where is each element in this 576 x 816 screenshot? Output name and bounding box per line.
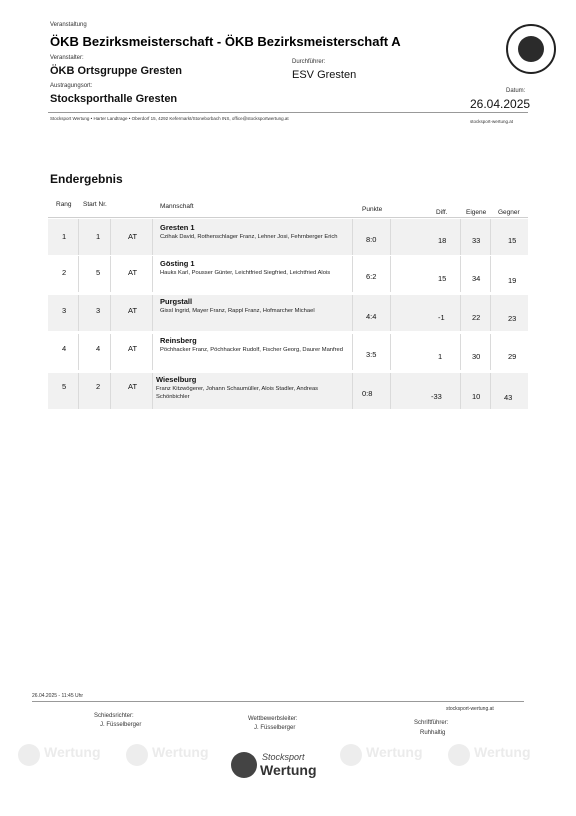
signature-recorder-name: Ruhhaltig bbox=[420, 730, 446, 736]
stocksport-logo bbox=[506, 24, 556, 74]
row-players: Gissl Ingrid, Mayer Franz, Rappl Franz, Hofmarcher Michael bbox=[160, 308, 315, 314]
row-team: Gresten 1 bbox=[160, 223, 195, 232]
row-opp: 19 bbox=[508, 276, 517, 285]
row-diff: 18 bbox=[438, 236, 447, 245]
footer-timestamp: 26.04.2025 - 11:45 Uhr bbox=[32, 693, 84, 699]
col-diff: Diff. bbox=[436, 209, 448, 216]
row-rank: 4 bbox=[62, 344, 67, 353]
table-header-divider bbox=[48, 217, 528, 218]
signature-leader-label: Wettbewerbsleiter: bbox=[248, 716, 298, 722]
row-own: 22 bbox=[472, 313, 481, 322]
row-opp: 15 bbox=[508, 236, 517, 245]
row-diff: -33 bbox=[431, 392, 442, 401]
referee-label: Durchführer: bbox=[292, 59, 326, 65]
curling-stone-icon bbox=[518, 36, 544, 62]
table-row bbox=[48, 334, 528, 370]
brand-logo-icon bbox=[231, 752, 257, 778]
brand-bottom-text: Wertung bbox=[260, 762, 317, 778]
footer-divider bbox=[32, 701, 524, 702]
col-team: Mannschaft bbox=[160, 203, 194, 210]
row-rank: 2 bbox=[62, 268, 67, 277]
organizer-label: Veranstalter: bbox=[50, 55, 84, 61]
row-points: 3:5 bbox=[366, 350, 377, 359]
address-line: Stocksport Wertung • Harter Landtrage • Oberdorf 15, 4292 Kefermarkt/Stoneborbach INS, office@stocksportwertung.at bbox=[50, 116, 289, 121]
date-label: Datum: bbox=[506, 88, 526, 94]
table-row bbox=[48, 373, 528, 409]
row-team: Gösting 1 bbox=[160, 259, 195, 268]
event-label: Veranstaltung bbox=[50, 22, 87, 28]
row-own: 10 bbox=[472, 392, 481, 401]
row-rank: 5 bbox=[62, 382, 67, 391]
signature-leader-name: J. Füsselberger bbox=[254, 725, 296, 731]
row-team: Wieselburg bbox=[156, 375, 197, 384]
watermark-logo-icon bbox=[126, 744, 148, 766]
row-own: 34 bbox=[472, 274, 481, 283]
row-rank: 3 bbox=[62, 306, 67, 315]
row-nation: AT bbox=[128, 344, 138, 353]
row-nation: AT bbox=[128, 306, 138, 315]
table-row bbox=[48, 256, 528, 292]
row-start: 5 bbox=[96, 268, 101, 277]
row-players: Hauks Karl, Pousser Günter, Leichtfried Siegfried, Leichtfried Alois bbox=[160, 270, 331, 276]
referee-value: ESV Gresten bbox=[292, 69, 357, 81]
header-website: stocksport-wertung.at bbox=[470, 119, 514, 124]
watermark-text: Wertung bbox=[152, 744, 209, 760]
brand-top-text: Stocksport bbox=[262, 752, 305, 762]
row-own: 30 bbox=[472, 352, 481, 361]
watermark-text: Wertung bbox=[44, 744, 101, 760]
watermark-logo-icon bbox=[340, 744, 362, 766]
row-points: 6:2 bbox=[366, 272, 377, 281]
row-opp: 43 bbox=[504, 393, 513, 402]
watermark-logo-icon bbox=[448, 744, 470, 766]
row-diff: 15 bbox=[438, 274, 447, 283]
watermark-logo-icon bbox=[18, 744, 40, 766]
col-opp: Gegner bbox=[498, 209, 520, 216]
watermark-text: Wertung bbox=[366, 744, 423, 760]
row-diff: 1 bbox=[438, 352, 443, 361]
section-heading: Endergebnis bbox=[50, 172, 123, 186]
col-rank: Rang bbox=[56, 201, 72, 208]
row-nation: AT bbox=[128, 382, 138, 391]
row-points: 8:0 bbox=[366, 235, 377, 244]
watermark-text: Wertung bbox=[474, 744, 531, 760]
table-row bbox=[48, 219, 528, 255]
col-points: Punkte bbox=[362, 206, 383, 213]
signature-referee-name: J. Füsselberger bbox=[100, 722, 142, 728]
table-row bbox=[48, 295, 528, 331]
organizer-value: ÖKB Ortsgruppe Gresten bbox=[50, 65, 183, 77]
row-team: Purgstall bbox=[160, 297, 193, 306]
row-own: 33 bbox=[472, 236, 481, 245]
header-divider bbox=[48, 112, 528, 113]
row-players: Czihak David, Rothenschlager Franz, Lehner Josi, Fehrnberger Erich bbox=[160, 234, 338, 240]
row-rank: 1 bbox=[62, 232, 67, 241]
event-title: ÖKB Bezirksmeisterschaft - ÖKB Bezirksmeisterschaft A bbox=[50, 34, 401, 49]
row-start: 2 bbox=[96, 382, 101, 391]
row-start: 4 bbox=[96, 344, 101, 353]
footer-website: stocksport-wertung.at bbox=[446, 706, 494, 712]
date-value: 26.04.2025 bbox=[470, 97, 531, 111]
col-own: Eigene bbox=[466, 209, 487, 216]
row-opp: 23 bbox=[508, 314, 517, 323]
row-diff: -1 bbox=[438, 313, 445, 322]
row-nation: AT bbox=[128, 268, 138, 277]
row-team: Reinsberg bbox=[160, 336, 197, 345]
row-nation: AT bbox=[128, 232, 138, 241]
row-points: 0:8 bbox=[362, 389, 373, 398]
row-points: 4:4 bbox=[366, 312, 377, 321]
signature-recorder-label: Schriftführer: bbox=[414, 720, 449, 726]
row-players: Franz Kitzwögerer, Johann Schaumüller, Alois Stadler, Andreas Schönbichler bbox=[156, 386, 319, 400]
venue-label: Austragungsort: bbox=[50, 83, 93, 89]
venue-value: Stocksporthalle Gresten bbox=[50, 93, 178, 105]
row-start: 3 bbox=[96, 306, 101, 315]
row-players: Pöchhacker Franz, Pöchhacker Rudolf, Fischer Georg, Daurer Manfred bbox=[160, 347, 344, 353]
row-start: 1 bbox=[96, 232, 101, 241]
col-start: Start Nr. bbox=[83, 201, 107, 208]
signature-referee-label: Schiedsrichter: bbox=[94, 713, 134, 719]
row-opp: 29 bbox=[508, 352, 517, 361]
